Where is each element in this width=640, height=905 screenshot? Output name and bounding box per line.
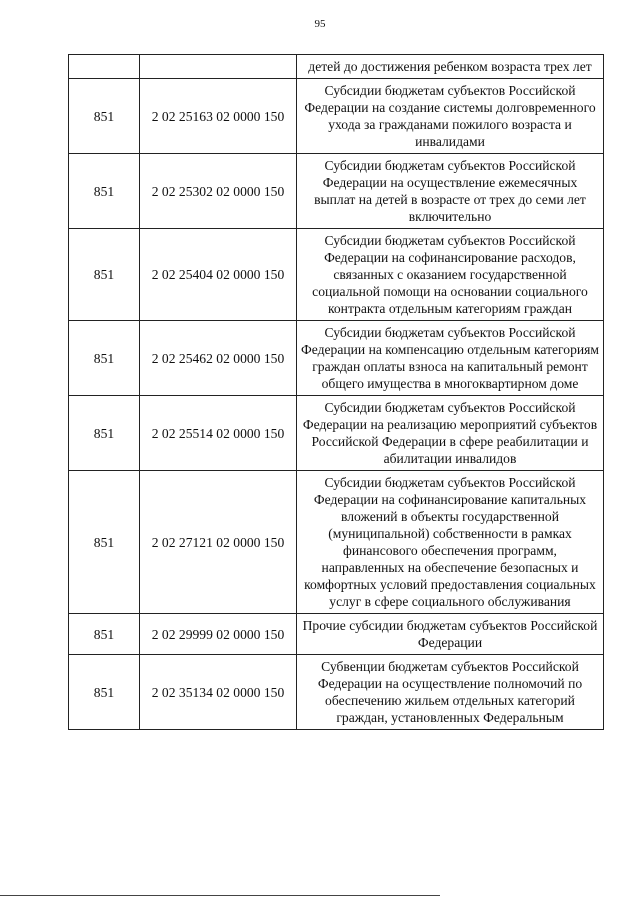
admin-code-cell: 851 <box>69 471 140 614</box>
revenue-name-cell: Субсидии бюджетам субъектов Российской Федерации на создание системы долговременного ухода за гражданами пожилого возраста и инвалидами <box>297 79 604 154</box>
table-row <box>69 655 604 730</box>
table-row <box>69 55 604 79</box>
table-body <box>69 55 604 730</box>
table-row <box>69 79 604 154</box>
revenue-name-cell: Прочие субсидии бюджетам субъектов Российской Федерации <box>297 614 604 655</box>
revenue-name-cell: Субвенции бюджетам субъектов Российской Федерации на осуществление полномочий по обеспечению жильем отдельных категорий граждан, установленных Федеральным <box>297 655 604 730</box>
revenue-name-cell: Субсидии бюджетам субъектов Российской Федерации на компенсацию отдельным категориям граждан оплаты взноса на капитальный ремонт общего имущества в многоквартирном доме <box>297 321 604 396</box>
admin-code-cell: 851 <box>69 79 140 154</box>
revenue-name-cell: Субсидии бюджетам субъектов Российской Федерации на софинансирование капитальных вложений в объекты государственной (муниципальной) собственности в рамках финансового обеспечения программ, направленных на обеспечение безопасных и комфортных условий предоставления социальных услуг в сфере социального обслуживания <box>297 471 604 614</box>
admin-code-cell: 851 <box>69 655 140 730</box>
budget-classification-table <box>68 54 604 730</box>
footer-divider <box>0 895 440 896</box>
budget-code-cell: 2 02 25163 02 0000 150 <box>140 79 297 154</box>
admin-code-cell: 851 <box>69 396 140 471</box>
revenue-name-cell: Субсидии бюджетам субъектов Российской Федерации на осуществление ежемесячных выплат на детей в возрасте от трех до семи лет включительно <box>297 154 604 229</box>
budget-code-cell: 2 02 29999 02 0000 150 <box>140 614 297 655</box>
budget-code-cell <box>140 55 297 79</box>
budget-code-cell: 2 02 25462 02 0000 150 <box>140 321 297 396</box>
table-row <box>69 321 604 396</box>
table-row <box>69 154 604 229</box>
admin-code-cell <box>69 55 140 79</box>
revenue-name-cell: Субсидии бюджетам субъектов Российской Федерации на реализацию мероприятий субъектов Российской Федерации в сфере реабилитации и абилитации инвалидов <box>297 396 604 471</box>
budget-code-cell: 2 02 27121 02 0000 150 <box>140 471 297 614</box>
revenue-name-cell: детей до достижения ребенком возраста трех лет <box>297 55 604 79</box>
admin-code-cell: 851 <box>69 614 140 655</box>
revenue-name-cell: Субсидии бюджетам субъектов Российской Федерации на софинансирование расходов, связанных с оказанием государственной социальной помощи на основании социального контракта отдельным категориям граждан <box>297 229 604 321</box>
budget-code-cell: 2 02 25514 02 0000 150 <box>140 396 297 471</box>
budget-code-cell: 2 02 35134 02 0000 150 <box>140 655 297 730</box>
budget-code-cell: 2 02 25302 02 0000 150 <box>140 154 297 229</box>
admin-code-cell: 851 <box>69 321 140 396</box>
table-row <box>69 396 604 471</box>
admin-code-cell: 851 <box>69 229 140 321</box>
admin-code-cell: 851 <box>69 154 140 229</box>
table-row <box>69 614 604 655</box>
table-row <box>69 229 604 321</box>
table-row <box>69 471 604 614</box>
budget-code-cell: 2 02 25404 02 0000 150 <box>140 229 297 321</box>
page-number: 95 <box>314 18 326 30</box>
